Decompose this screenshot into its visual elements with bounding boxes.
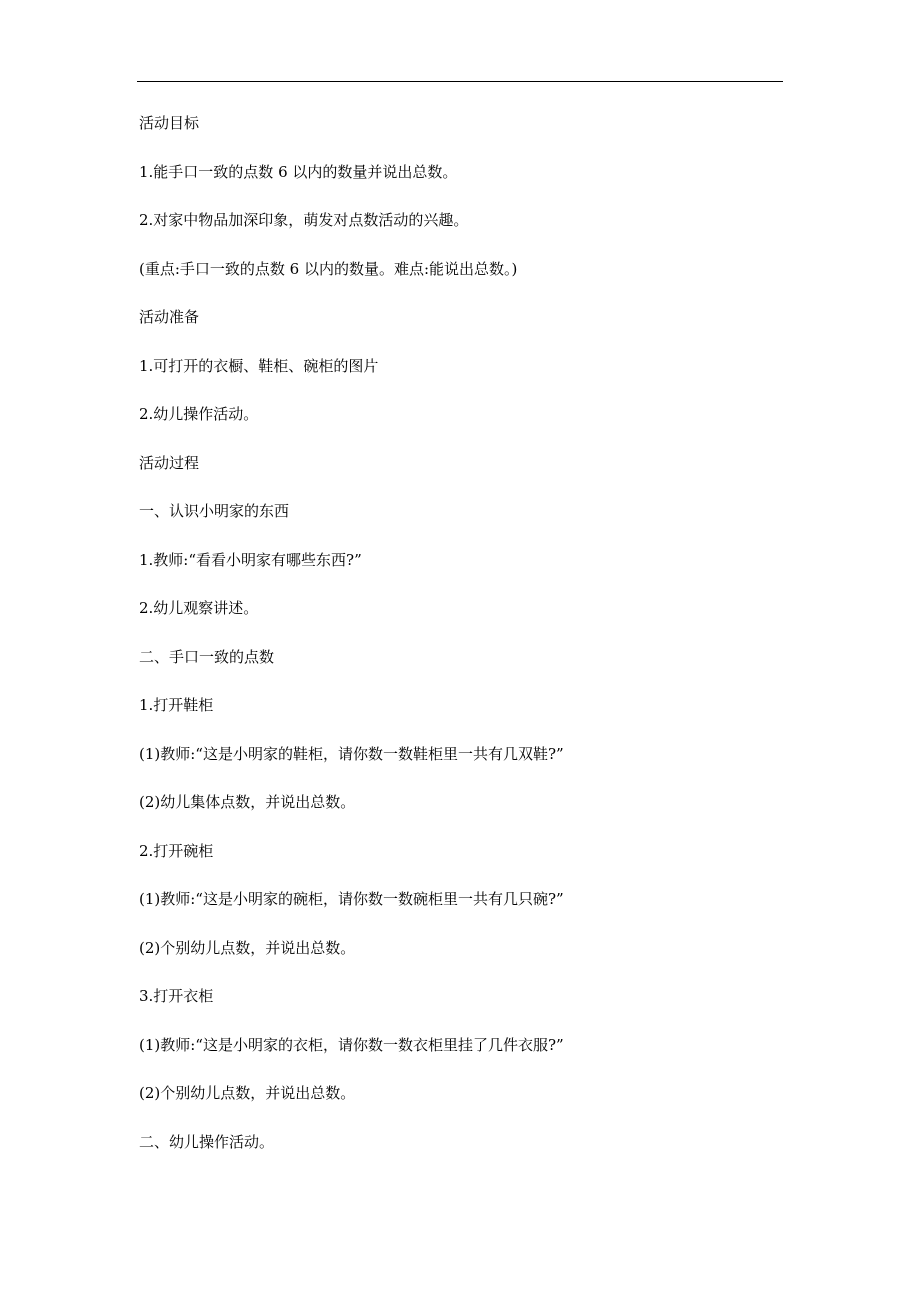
document-body <box>139 110 779 1177</box>
section-heading-process: 活动过程 <box>139 453 200 472</box>
process-part-2-heading: 二、手口一致的点数 <box>139 647 275 666</box>
process-part-2-step-3-sub-2: (2)个别幼儿点数，并说出总数。 <box>139 1084 356 1102</box>
goal-note: (重点:手口一致的点数 6 以内的数量。难点:能说出总数。) <box>139 259 518 278</box>
header-rule <box>137 81 783 82</box>
process-part-2-step-1-sub-1: (1)教师:“这是小明家的鞋柜，请你数一数鞋柜里一共有几双鞋?” <box>139 744 564 763</box>
process-part-2-step-1-sub-2: (2)幼儿集体点数，并说出总数。 <box>139 793 356 811</box>
process-part-1-step-2: 2.幼儿观察讲述。 <box>139 599 259 617</box>
process-part-1-heading: 一、认识小明家的东西 <box>139 502 290 520</box>
section-heading-preparation: 活动准备 <box>139 308 200 326</box>
preparation-item-1: 1.可打开的衣橱、鞋柜、碗柜的图片 <box>139 356 379 375</box>
process-part-2-step-2-sub-2: (2)个别幼儿点数，并说出总数。 <box>139 938 356 957</box>
process-part-3-heading: 二、幼儿操作活动。 <box>139 1132 275 1151</box>
process-part-2-step-2: 2.打开碗柜 <box>139 841 214 860</box>
process-part-1-step-1: 1.教师:“看看小明家有哪些东西?” <box>139 550 362 569</box>
goal-item-1: 1.能手口一致的点数 6 以内的数量并说出总数。 <box>139 162 458 181</box>
process-part-2-step-3: 3.打开衣柜 <box>139 987 214 1005</box>
process-part-2-step-1: 1.打开鞋柜 <box>139 696 214 714</box>
preparation-item-2: 2.幼儿操作活动。 <box>139 405 259 423</box>
process-part-2-step-3-sub-1: (1)教师:“这是小明家的衣柜，请你数一数衣柜里挂了几件衣服?” <box>139 1035 564 1054</box>
process-part-2-step-2-sub-1: (1)教师:“这是小明家的碗柜，请你数一数碗柜里一共有几只碗?” <box>139 890 564 908</box>
section-heading-goals: 活动目标 <box>139 114 200 132</box>
goal-item-2: 2.对家中物品加深印象，萌发对点数活动的兴趣。 <box>139 211 469 229</box>
